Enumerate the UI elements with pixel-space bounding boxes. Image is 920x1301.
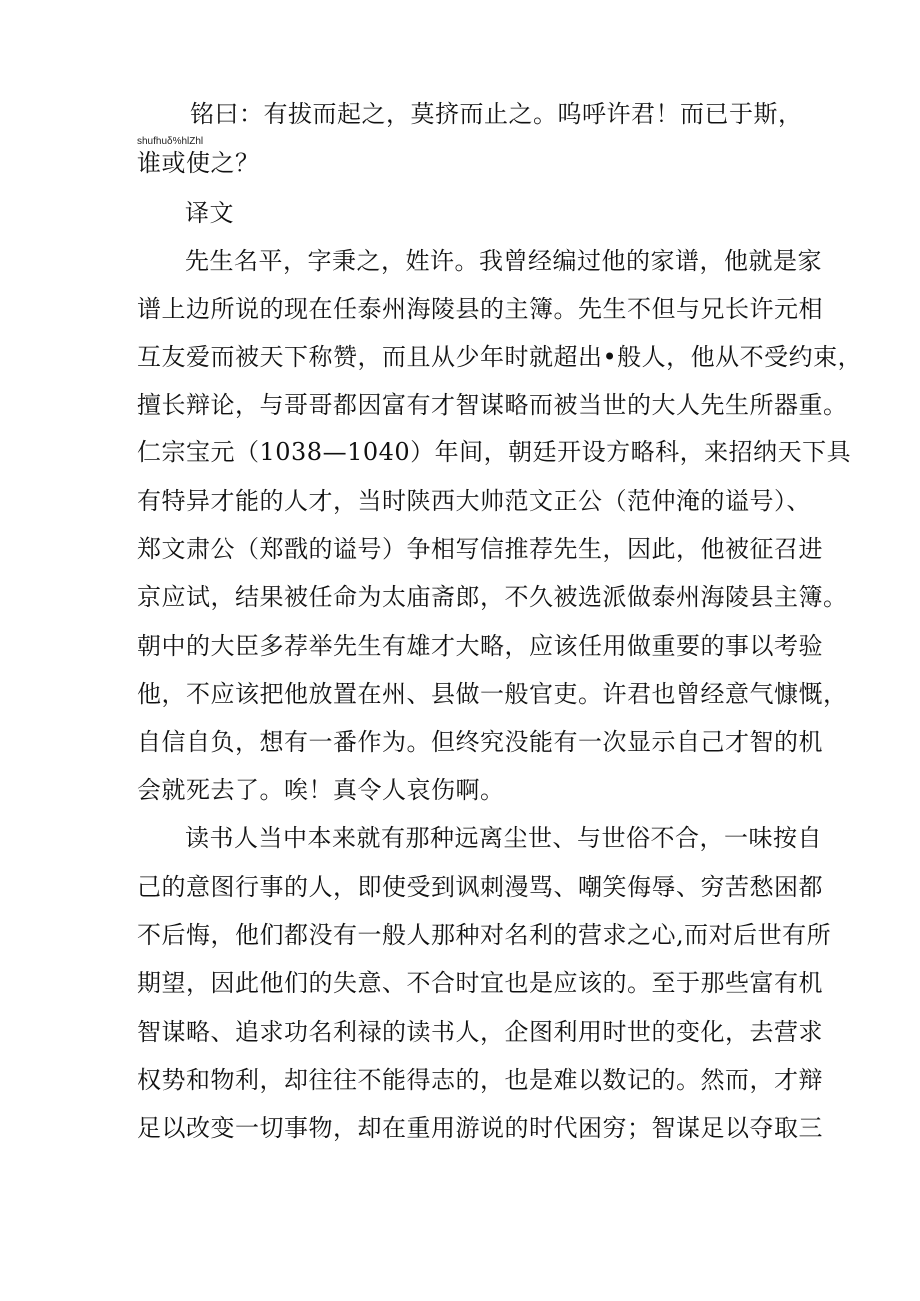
paragraph-2-line-6: 权势和物利，却往往不能得志的，也是难以数记的。然而，才辩 [137,1066,823,1094]
paragraph-2-line-4: 期望，因此他们的失意、不合时宜也是应该的。至于那些富有机 [137,969,823,997]
paragraph-1-line-12: 会就死去了。唉！真令人哀伤啊。 [137,776,505,804]
paragraph-2-line-5: 智谋略、追求功名利禄的读书人，企图利用时世的变化，去营求 [137,1018,823,1046]
paragraph-1-line-10: 他，不应该把他放置在州、县做一般官吏。许君也曾经意气慷慨， [137,680,848,708]
paragraph-1-line-1: 先生名平，字秉之，姓许。我曾经编过他的家谱，他就是家 [185,247,822,275]
paragraph-1-line-4: 擅长辩论，与哥哥都因富有才智谋略而被当世的大人先生所器重。 [137,391,848,419]
inscription-line-2: 谁或使之？ [137,149,260,177]
paragraph-1-line-8: 京应试，结果被任命为太庙斋郎，不久被选派做泰州海陵县主簿。 [137,583,848,611]
translation-heading: 译文 [185,199,234,227]
paragraph-1-line-11: 自信自负，想有一番作为。但终究没能有一次显示自己才智的机 [137,728,823,756]
paragraph-2-line-1: 读书人当中本来就有那种远离尘世、与世俗不合，一味按自 [185,824,822,852]
garbled-annotation: shufhuδ%hlZhl [137,136,204,147]
inscription-line-1: 铭曰：有拔而起之，莫挤而止之。呜呼许君！而已于斯， [190,100,803,128]
paragraph-2-line-2: 己的意图行事的人，即使受到讽刺漫骂、嘲笑侮辱、穷苦愁困都 [137,873,823,901]
paragraph-1-line-3: 互友爱而被天下称赞，而且从少年时就超出•般人，他从不受约束， [137,343,863,371]
paragraph-2-line-3: 不后悔，他们都没有一般人那种对名利的营求之心,而对后世有所 [137,921,832,949]
paragraph-1-line-7: 郑文肃公（郑戬的谥号）争相写信推荐先生，因此，他被征召进 [137,535,823,563]
paragraph-1-line-5: 仁宗宝元（1038—1040）年间，朝廷开设方略科，来招纳天下具 [137,438,852,466]
paragraph-2-line-7: 足以改变一切事物，却在重用游说的时代困穷；智谋足以夺取三 [137,1114,823,1142]
paragraph-1-line-9: 朝中的大臣多荐举先生有雄才大略，应该任用做重要的事以考验 [137,632,823,660]
paragraph-1-line-6: 有特异才能的人才，当时陕西大帅范文正公（范仲淹的谥号）、 [137,487,811,515]
paragraph-1-line-2: 谱上边所说的现在任泰州海陵县的主簿。先生不但与兄长许元相 [137,295,823,323]
